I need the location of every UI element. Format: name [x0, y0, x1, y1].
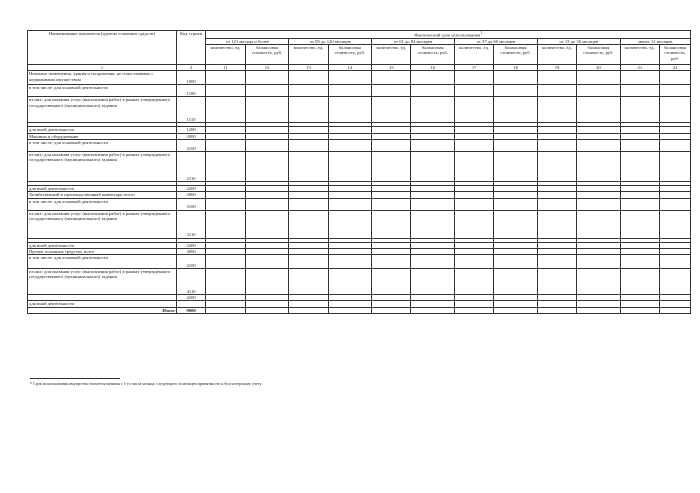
data-cell[interactable] [289, 307, 328, 313]
data-cell[interactable] [372, 151, 411, 181]
row-label: для иной деятельности [28, 185, 177, 191]
row-label: из них: для оказания услуг (выполнения работ) в рамках утвержденного государственного (муниципального) задания [28, 269, 177, 295]
qty-header: количество, ед. [289, 45, 328, 65]
data-cell[interactable] [289, 255, 328, 269]
table-row [28, 97, 691, 123]
data-cell[interactable] [206, 151, 245, 181]
row-label: для иной деятельности [28, 127, 177, 133]
data-cell[interactable] [577, 255, 621, 269]
value-header: балансовая стоимость, руб. [577, 45, 621, 65]
column-number: 12 [245, 65, 289, 71]
column-number: 17 [455, 65, 494, 71]
data-cell[interactable] [494, 255, 538, 269]
qty-header: количество, ед. [372, 45, 411, 65]
period-header: от 85 до 120 месяцев [289, 38, 372, 44]
column-number: 11 [206, 65, 245, 71]
data-cell[interactable] [289, 97, 328, 123]
data-cell[interactable] [245, 71, 289, 85]
data-cell[interactable] [245, 307, 289, 313]
table-row [28, 210, 691, 238]
row-label: Прочие основные средства, всего [28, 248, 177, 254]
data-cell[interactable] [659, 151, 690, 181]
table-row [28, 71, 691, 85]
data-cell[interactable] [537, 255, 576, 269]
row-code: 4000 [176, 248, 206, 254]
column-number: 15 [372, 65, 411, 71]
data-cell[interactable] [206, 269, 245, 295]
row-code: 2000 [176, 133, 206, 139]
data-cell[interactable] [659, 210, 690, 238]
data-cell[interactable] [328, 97, 372, 123]
table-row [28, 85, 691, 97]
data-cell[interactable] [455, 210, 494, 238]
data-cell[interactable] [206, 97, 245, 123]
data-cell[interactable] [537, 198, 576, 210]
period-header: от 37 до 60 месяцев [455, 38, 538, 44]
row-code: 2200 [176, 185, 206, 191]
row-label: Хозяйственный и производственный инвентарь, всего [28, 192, 177, 198]
period-header: от 121 месяца и более [206, 38, 289, 44]
data-cell[interactable] [494, 97, 538, 123]
row-code: 1110 [176, 97, 206, 123]
row-code: 4200 [176, 295, 206, 301]
data-cell[interactable] [206, 85, 245, 97]
row-code: 3200 [176, 242, 206, 248]
data-cell[interactable] [411, 139, 455, 151]
data-cell[interactable] [620, 198, 659, 210]
data-cell[interactable] [659, 198, 690, 210]
data-cell[interactable] [537, 269, 576, 295]
data-cell[interactable] [206, 210, 245, 238]
report-sheet [27, 30, 691, 314]
data-cell[interactable] [537, 307, 576, 313]
value-header: балансовая стоимость, руб. [494, 45, 538, 65]
data-cell[interactable] [372, 71, 411, 85]
data-cell[interactable] [620, 151, 659, 181]
period-header: от 61 до 84 месяцев [372, 38, 455, 44]
period-header: менее 12 месяцев [620, 38, 690, 44]
row-label: для иной деятельности [28, 301, 177, 307]
data-cell[interactable] [577, 85, 621, 97]
fact-period-header [206, 31, 691, 39]
indicator-name-header: Наименование показателя (группы основных средств) [28, 31, 177, 65]
data-cell[interactable] [245, 255, 289, 269]
data-cell[interactable] [659, 97, 690, 123]
row-label: для иной деятельности [28, 242, 177, 248]
data-cell[interactable] [411, 97, 455, 123]
data-cell[interactable] [372, 97, 411, 123]
row-code: 3000 [176, 192, 206, 198]
fact-period-label: Фактический срок использования [414, 32, 481, 38]
data-cell[interactable] [577, 198, 621, 210]
data-cell[interactable] [659, 85, 690, 97]
data-cell[interactable] [620, 210, 659, 238]
column-number: 13 [289, 65, 328, 71]
data-cell[interactable] [328, 210, 372, 238]
data-cell[interactable] [659, 255, 690, 269]
data-cell[interactable] [372, 269, 411, 295]
column-number: 16 [411, 65, 455, 71]
data-cell[interactable] [620, 255, 659, 269]
data-cell[interactable] [372, 210, 411, 238]
column-number: 18 [494, 65, 538, 71]
row-label: из них: для оказания услуг (выполнения работ) в рамках утвержденного государственного (муниципального) задания [28, 97, 177, 123]
row-label: в том числе: для основной деятельности [28, 139, 177, 151]
data-cell[interactable] [620, 85, 659, 97]
row-label: Нежилые помещения, здания и сооружения, не сопоставимые с недвижимым имуществом [28, 71, 177, 85]
data-cell[interactable] [328, 139, 372, 151]
row-label: в том числе: для основной деятельности [28, 85, 177, 97]
row-label: Машины и оборудование [28, 133, 177, 139]
fixed-assets-table [27, 30, 691, 314]
data-cell[interactable] [245, 97, 289, 123]
data-cell[interactable] [245, 139, 289, 151]
data-cell[interactable] [372, 255, 411, 269]
data-cell[interactable] [620, 139, 659, 151]
row-code: 1100 [176, 85, 206, 97]
data-cell[interactable] [328, 269, 372, 295]
data-cell[interactable] [620, 269, 659, 295]
row-code: 1000 [176, 71, 206, 85]
row-label: в том числе: для основной деятельности [28, 198, 177, 210]
data-cell[interactable] [206, 71, 245, 85]
data-cell[interactable] [659, 71, 690, 85]
column-number: 22 [659, 65, 690, 71]
value-header: балансовая стоимость, руб. [245, 45, 289, 65]
row-code: 1200 [176, 127, 206, 133]
column-number: 1 [28, 65, 177, 71]
data-cell[interactable] [455, 85, 494, 97]
row-code: 3100 [176, 198, 206, 210]
data-cell[interactable] [620, 307, 659, 313]
data-cell[interactable] [328, 71, 372, 85]
total-label: Итого [28, 307, 177, 313]
footnote-divider [30, 378, 120, 379]
data-cell[interactable] [494, 151, 538, 181]
data-cell[interactable] [206, 139, 245, 151]
data-cell[interactable] [494, 269, 538, 295]
data-cell[interactable] [659, 139, 690, 151]
data-cell[interactable] [411, 255, 455, 269]
column-number: 2 [176, 65, 206, 71]
table-row [28, 198, 691, 210]
data-cell[interactable] [455, 97, 494, 123]
row-label: в том числе: для основной деятельности [28, 255, 177, 269]
data-cell[interactable] [537, 71, 576, 85]
data-cell[interactable] [411, 210, 455, 238]
row-code: 4110 [176, 269, 206, 295]
value-header: балансовая стоимость, руб. [328, 45, 372, 65]
data-cell[interactable] [289, 269, 328, 295]
qty-header: количество, ед. [455, 45, 494, 65]
data-cell[interactable] [206, 255, 245, 269]
table-row [28, 139, 691, 151]
row-code: 4100 [176, 255, 206, 269]
data-cell[interactable] [289, 210, 328, 238]
data-cell[interactable] [494, 85, 538, 97]
row-label: из них: для оказания услуг (выполнения работ) в рамках утвержденного государственного (муниципального) задания [28, 151, 177, 181]
data-cell[interactable] [411, 151, 455, 181]
data-cell[interactable] [372, 85, 411, 97]
data-cell[interactable] [372, 139, 411, 151]
data-cell[interactable] [206, 198, 245, 210]
data-cell[interactable] [620, 97, 659, 123]
data-cell[interactable] [411, 198, 455, 210]
code-header: Код строки [176, 31, 206, 65]
data-cell[interactable] [328, 85, 372, 97]
value-header: балансовая стоимость, руб. [659, 45, 690, 65]
data-cell[interactable] [537, 151, 576, 181]
data-cell[interactable] [245, 198, 289, 210]
data-cell[interactable] [328, 198, 372, 210]
row-code: 2100 [176, 139, 206, 151]
data-cell[interactable] [372, 307, 411, 313]
column-number: 14 [328, 65, 372, 71]
data-cell[interactable] [659, 307, 690, 313]
data-cell[interactable] [289, 85, 328, 97]
data-cell[interactable] [494, 307, 538, 313]
table-row [28, 269, 691, 295]
data-cell[interactable] [577, 71, 621, 85]
data-cell[interactable] [494, 198, 538, 210]
data-cell[interactable] [537, 139, 576, 151]
data-cell[interactable] [245, 210, 289, 238]
data-cell[interactable] [289, 71, 328, 85]
data-cell[interactable] [455, 151, 494, 181]
qty-header: количество, ед. [537, 45, 576, 65]
row-code: 2110 [176, 151, 206, 181]
data-cell[interactable] [206, 307, 245, 313]
data-cell[interactable] [328, 255, 372, 269]
data-cell[interactable] [577, 151, 621, 181]
qty-header: количество, ед. [206, 45, 245, 65]
footnote-mark: 1 [480, 31, 483, 35]
period-header: от 13 до 36 месяцев [537, 38, 620, 44]
column-number: 19 [537, 65, 576, 71]
table-row [28, 255, 691, 269]
data-cell[interactable] [289, 139, 328, 151]
total-code: 9000 [176, 307, 206, 313]
data-cell[interactable] [494, 71, 538, 85]
data-cell[interactable] [577, 307, 621, 313]
data-cell[interactable] [537, 97, 576, 123]
data-cell[interactable] [494, 210, 538, 238]
row-code: 3110 [176, 210, 206, 238]
qty-header: количество, ед. [620, 45, 659, 65]
data-cell[interactable] [289, 151, 328, 181]
data-cell[interactable] [455, 255, 494, 269]
total-row [28, 307, 691, 313]
data-cell[interactable] [577, 210, 621, 238]
data-cell[interactable] [245, 85, 289, 97]
data-cell[interactable] [245, 269, 289, 295]
footnote-text: ¹⁾ Срок использования имущества считается начиная с 1-го числа месяца, следующего за месяцем принятия его к бухгалтерскому учету. [30, 381, 263, 386]
data-cell[interactable] [537, 85, 576, 97]
data-cell[interactable] [289, 198, 328, 210]
data-cell[interactable] [537, 210, 576, 238]
data-cell[interactable] [328, 307, 372, 313]
data-cell[interactable] [411, 85, 455, 97]
data-cell[interactable] [411, 269, 455, 295]
data-cell[interactable] [577, 269, 621, 295]
table-row [28, 151, 691, 181]
row-label: из них: для оказания услуг (выполнения работ) в рамках утвержденного государственного (муниципального) задания [28, 210, 177, 238]
data-cell[interactable] [455, 269, 494, 295]
data-cell[interactable] [372, 198, 411, 210]
data-cell[interactable] [577, 139, 621, 151]
data-cell[interactable] [328, 151, 372, 181]
value-header: балансовая стоимость, руб. [411, 45, 455, 65]
column-number: 20 [577, 65, 621, 71]
data-cell[interactable] [494, 139, 538, 151]
data-cell[interactable] [245, 151, 289, 181]
data-cell[interactable] [620, 71, 659, 85]
data-cell[interactable] [659, 269, 690, 295]
column-number: 21 [620, 65, 659, 71]
data-cell[interactable] [411, 71, 455, 85]
data-cell[interactable] [577, 97, 621, 123]
data-cell[interactable] [455, 198, 494, 210]
data-cell[interactable] [411, 307, 455, 313]
data-cell[interactable] [455, 139, 494, 151]
data-cell[interactable] [455, 307, 494, 313]
data-cell[interactable] [455, 71, 494, 85]
